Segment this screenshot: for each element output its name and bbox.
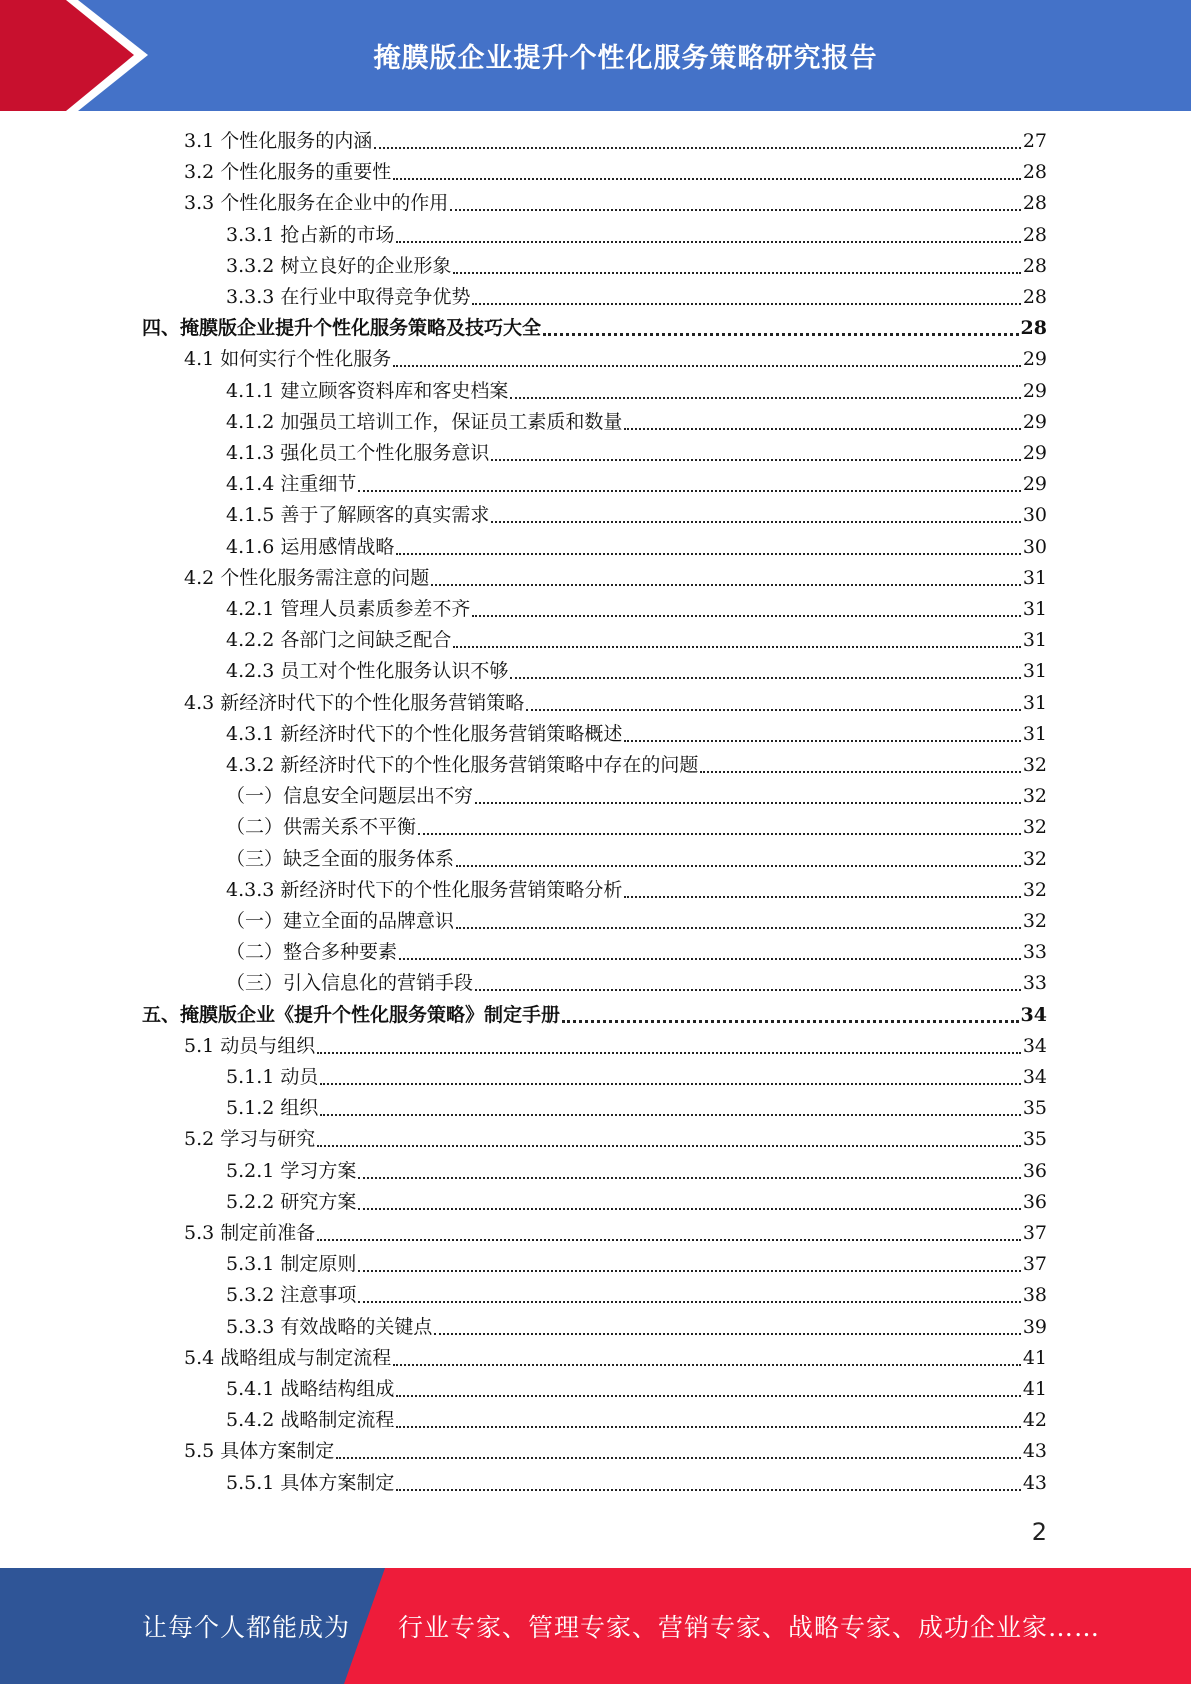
toc-entry[interactable]	[226, 438, 1047, 469]
toc-entry[interactable]	[226, 937, 1047, 968]
toc-entry-number: 5.1.2	[226, 1097, 275, 1120]
toc-entry-label: 注重细节	[280, 473, 357, 496]
toc-entry[interactable]	[226, 875, 1047, 906]
toc-entry[interactable]	[184, 563, 1047, 594]
toc-entry-number: 5.4	[184, 1346, 215, 1369]
toc-entry-number: 5.3	[184, 1222, 215, 1244]
toc-entry-page: 32	[1022, 754, 1047, 776]
toc-entry-number: 5.2.1	[226, 1159, 275, 1182]
toc-entry[interactable]	[226, 1405, 1047, 1436]
toc-entry-number: 4.2.3	[226, 660, 275, 683]
toc-dot-leader	[624, 740, 1020, 742]
toc-dot-leader	[336, 1457, 1021, 1459]
toc-entry-number: 4.1.6	[226, 535, 275, 558]
toc-entry-number: 4.1.3	[226, 442, 275, 464]
toc-entry-number: 4.3.1	[226, 722, 275, 745]
toc-entry-label: 战略结构组成	[280, 1378, 395, 1400]
toc-entry-number: 5.2	[184, 1128, 215, 1151]
toc-entry[interactable]	[226, 500, 1047, 531]
toc-dot-leader	[510, 397, 1020, 399]
toc-entry-label: （三）缺乏全面的服务体系	[226, 847, 455, 870]
toc-entry[interactable]	[226, 906, 1047, 937]
toc-entry[interactable]	[184, 688, 1047, 719]
toc-entry-number: 5.5	[184, 1440, 215, 1463]
toc-entry[interactable]	[226, 781, 1047, 812]
header-title: 掩膜版企业提升个性化服务策略研究报告	[373, 43, 878, 74]
toc-entry-number: 5.1	[184, 1034, 215, 1057]
toc-entry[interactable]	[142, 1000, 1047, 1031]
toc-entry-page: 33	[1022, 972, 1047, 995]
toc-entry-number: 5.4.2	[226, 1409, 275, 1432]
toc-dot-leader	[317, 1145, 1021, 1147]
toc-dot-leader	[393, 365, 1021, 367]
toc-entry-number: 4.3.3	[226, 878, 275, 901]
toc-dot-leader	[624, 428, 1020, 430]
toc-dot-leader	[358, 1177, 1020, 1179]
header-arrow-icon	[0, 0, 160, 111]
toc-entry[interactable]	[226, 1374, 1047, 1405]
toc-entry[interactable]	[226, 376, 1047, 407]
toc-entry-label: 善于了解顾客的真实需求	[280, 504, 490, 527]
toc-entry-page: 29	[1022, 348, 1047, 371]
toc-entry-number: 4.1.2	[226, 410, 275, 433]
toc-entry-page: 35	[1022, 1128, 1047, 1151]
toc-entry-number: 3.2	[184, 161, 215, 184]
toc-entry-number: 4.3.2	[226, 754, 275, 776]
toc-entry-page: 32	[1022, 785, 1047, 808]
toc-entry-label: 个性化服务在企业中的作用	[220, 192, 449, 215]
toc-dot-leader	[491, 521, 1020, 523]
toc-entry-page: 28	[1022, 286, 1047, 308]
toc-dot-leader	[396, 1426, 1020, 1428]
toc-entry-number: 3.3.3	[226, 286, 275, 308]
toc-entry-page: 31	[1022, 660, 1047, 683]
toc-entry-label: 具体方案制定	[220, 1440, 335, 1463]
toc-dot-leader	[624, 896, 1020, 898]
toc-entry-page: 27	[1022, 130, 1047, 152]
toc-dot-leader	[396, 241, 1020, 243]
toc-entry-number: 3.3.1	[226, 223, 275, 246]
toc-entry-label: （二）整合多种要素	[226, 941, 398, 964]
toc-dot-leader	[453, 272, 1020, 274]
toc-entry-page: 35	[1022, 1097, 1047, 1120]
toc-entry-label: 具体方案制定	[280, 1471, 395, 1494]
toc-entry[interactable]	[184, 344, 1047, 375]
toc-entry-label: 有效战略的关键点	[280, 1315, 433, 1338]
toc-entry[interactable]	[226, 251, 1047, 282]
toc-dot-leader	[456, 865, 1021, 867]
toc-entry-number: 3.3.2	[226, 254, 275, 277]
page-number: 2	[1031, 1518, 1047, 1546]
toc-entry-label: 战略组成与制定流程	[220, 1346, 392, 1369]
toc-entry-label: 各部门之间缺乏配合	[280, 629, 452, 652]
toc-entry-label: （三）引入信息化的营销手段	[226, 972, 474, 995]
toc-entry[interactable]	[226, 1249, 1047, 1280]
toc-entry[interactable]	[226, 1156, 1047, 1187]
toc-entry[interactable]	[226, 844, 1047, 875]
toc-entry-number: 5.3.3	[226, 1315, 275, 1338]
toc-entry-label: 动员	[280, 1066, 319, 1088]
toc-entry[interactable]	[226, 719, 1047, 750]
toc-entry-label: 树立良好的企业形象	[280, 254, 452, 277]
toc-entry-page: 30	[1022, 535, 1047, 558]
toc-entry-label: 新经济时代下的个性化服务营销策略概述	[280, 722, 623, 745]
toc-entry-number: 5.2.2	[226, 1190, 275, 1213]
toc-entry-label: 新经济时代下的个性化服务营销策略中存在的问题	[280, 754, 699, 776]
toc-entry-page: 32	[1022, 878, 1047, 901]
toc-dot-leader	[320, 1083, 1020, 1085]
toc-entry-page: 42	[1022, 1409, 1047, 1432]
toc-entry-number: 5.1.1	[226, 1066, 275, 1088]
toc-dot-leader	[374, 147, 1021, 149]
toc-entry-label: 新经济时代下的个性化服务营销策略分析	[280, 878, 623, 901]
toc-dot-leader	[358, 1208, 1020, 1210]
toc-entry-label: 加强员工培训工作，保证员工素质和数量	[280, 410, 623, 433]
toc-entry-number: 5.4.1	[226, 1378, 275, 1400]
toc-entry[interactable]	[184, 188, 1047, 219]
page-footer	[0, 1568, 1191, 1684]
toc-dot-leader	[491, 459, 1020, 461]
toc-dot-leader	[393, 178, 1021, 180]
toc-entry-number: 4.2.1	[226, 598, 275, 620]
toc-entry-label: 组织	[280, 1097, 319, 1120]
toc-dot-leader	[475, 989, 1021, 991]
toc-entry-label: 五、掩膜版企业《提升个性化服务策略》制定手册	[142, 1003, 561, 1026]
toc-entry-label: 注意事项	[280, 1284, 357, 1307]
toc-dot-leader	[399, 958, 1021, 960]
toc-dot-leader	[358, 490, 1020, 492]
toc-entry-label: 个性化服务需注意的问题	[220, 566, 430, 589]
toc-entry[interactable]	[184, 126, 1047, 157]
toc-entry-number: 3.1	[184, 130, 215, 152]
toc-entry-number: 4.1.5	[226, 504, 275, 527]
toc-entry[interactable]	[184, 1031, 1047, 1062]
toc-entry-page: 36	[1022, 1159, 1047, 1182]
toc-entry-page: 38	[1022, 1284, 1047, 1307]
toc-entry-page: 29	[1022, 410, 1047, 433]
toc-entry[interactable]	[226, 750, 1047, 781]
toc-entry-page: 36	[1022, 1190, 1047, 1213]
toc-entry-page: 31	[1022, 566, 1047, 589]
toc-entry-page: 43	[1022, 1440, 1047, 1463]
toc-entry-label: 员工对个性化服务认识不够	[280, 660, 509, 683]
toc-entry-page: 32	[1022, 847, 1047, 870]
toc-entry[interactable]	[226, 968, 1047, 999]
toc-entry[interactable]	[226, 407, 1047, 438]
toc-entry-number: 4.3	[184, 691, 215, 714]
toc-entry-label: 在行业中取得竞争优势	[280, 286, 471, 308]
toc-entry-label: 动员与组织	[220, 1034, 316, 1057]
toc-entry[interactable]	[226, 532, 1047, 563]
toc-entry[interactable]	[226, 812, 1047, 843]
toc-entry-page: 41	[1022, 1346, 1047, 1369]
toc-entry-label: 管理人员素质参差不齐	[280, 598, 471, 620]
toc-entry-page: 41	[1022, 1378, 1047, 1400]
toc-entry-page: 28	[1022, 161, 1047, 184]
toc-dot-leader	[526, 709, 1021, 711]
toc-entry-label: （一）信息安全问题层出不穷	[226, 785, 474, 808]
toc-entry[interactable]	[226, 1062, 1047, 1093]
toc-dot-leader	[434, 1333, 1020, 1335]
toc-dot-leader	[317, 1052, 1021, 1054]
toc-entry-page: 33	[1022, 941, 1047, 964]
toc-entry[interactable]	[184, 1343, 1047, 1374]
toc-entry-label: 个性化服务的重要性	[220, 161, 392, 184]
toc-entry-page: 39	[1022, 1315, 1047, 1338]
toc-entry-label: 建立顾客资料库和客史档案	[280, 379, 509, 402]
toc-dot-leader	[393, 1364, 1021, 1366]
toc-dot-leader	[543, 333, 1019, 336]
toc-entry-page: 29	[1022, 473, 1047, 496]
toc-entry-page: 29	[1022, 379, 1047, 402]
toc-entry-number: 3.3	[184, 192, 215, 215]
toc-entry[interactable]	[226, 625, 1047, 656]
toc-dot-leader	[396, 553, 1020, 555]
toc-entry[interactable]	[226, 1093, 1047, 1124]
toc-entry[interactable]	[226, 1187, 1047, 1218]
toc-entry-number: 4.1.1	[226, 379, 275, 402]
toc-entry-page: 31	[1022, 691, 1047, 714]
toc-entry[interactable]	[226, 1312, 1047, 1343]
toc-entry-label: 运用感情战略	[280, 535, 395, 558]
toc-entry-label: 战略制定流程	[280, 1409, 395, 1432]
toc-entry-page: 30	[1022, 504, 1047, 527]
toc-entry-page: 32	[1022, 910, 1047, 932]
toc-entry-page: 28	[1022, 254, 1047, 277]
toc-dot-leader	[472, 303, 1020, 305]
toc-entry-label: 学习方案	[280, 1159, 357, 1182]
toc-entry-label: 制定前准备	[220, 1222, 316, 1244]
toc-entry-label: 抢占新的市场	[280, 223, 395, 246]
toc-dot-leader	[450, 209, 1021, 211]
toc-dot-leader	[456, 927, 1021, 929]
toc-entry-number: 4.2.2	[226, 629, 275, 652]
toc-dot-leader	[510, 677, 1020, 679]
toc-entry[interactable]	[184, 1124, 1047, 1155]
toc-entry[interactable]	[226, 1468, 1047, 1499]
toc-entry-label: 学习与研究	[220, 1128, 316, 1151]
toc-entry-label: 强化员工个性化服务意识	[280, 442, 490, 464]
toc-entry-page: 37	[1022, 1222, 1047, 1244]
toc-entry[interactable]	[184, 1436, 1047, 1467]
toc-entry-page: 28	[1020, 317, 1047, 340]
toc-dot-leader	[472, 615, 1020, 617]
toc-entry-page: 37	[1022, 1253, 1047, 1276]
toc-entry-label: 制定原则	[280, 1253, 357, 1276]
toc-dot-leader	[396, 1489, 1020, 1491]
toc-dot-leader	[700, 771, 1020, 773]
toc-entry-page: 34	[1020, 1003, 1047, 1026]
toc-entry-label: 研究方案	[280, 1190, 357, 1213]
toc-entry[interactable]	[226, 1280, 1047, 1311]
toc-entry-page: 34	[1022, 1034, 1047, 1057]
toc-entry-number: 5.5.1	[226, 1471, 275, 1494]
toc-dot-leader	[453, 646, 1020, 648]
toc-entry-page: 31	[1022, 629, 1047, 652]
toc-dot-leader	[562, 1020, 1019, 1023]
toc-dot-leader	[317, 1239, 1021, 1241]
toc-entry[interactable]	[226, 469, 1047, 500]
toc-entry-number: 4.1	[184, 348, 215, 371]
toc-dot-leader	[431, 584, 1021, 586]
toc-entry-page: 34	[1022, 1066, 1047, 1088]
toc-entry[interactable]	[226, 282, 1047, 313]
toc-entry-page: 28	[1022, 223, 1047, 246]
toc-entry-label: 四、掩膜版企业提升个性化服务策略及技巧大全	[142, 317, 542, 340]
toc-entry-number: 5.3.2	[226, 1284, 275, 1307]
toc-entry[interactable]	[226, 656, 1047, 687]
toc-entry[interactable]	[184, 157, 1047, 188]
toc-entry-page: 28	[1022, 192, 1047, 215]
toc-dot-leader	[358, 1301, 1020, 1303]
toc-entry-label: （二）供需关系不平衡	[226, 816, 417, 839]
toc-entry-page: 31	[1022, 598, 1047, 620]
toc-entry-number: 4.1.4	[226, 473, 275, 496]
toc-entry-label: 如何实行个性化服务	[220, 348, 392, 371]
toc-entry-page: 31	[1022, 722, 1047, 745]
footer-slogan-left: 让每个人都能成为	[142, 1613, 351, 1642]
page-header	[0, 0, 1191, 111]
toc-entry-page: 43	[1022, 1471, 1047, 1494]
toc-entry-label: 个性化服务的内涵	[220, 130, 373, 152]
toc-dot-leader	[418, 833, 1021, 835]
toc-dot-leader	[475, 802, 1021, 804]
toc-dot-leader	[396, 1395, 1020, 1397]
toc-entry-page: 32	[1022, 816, 1047, 839]
toc-entry[interactable]	[184, 1218, 1047, 1249]
toc-entry[interactable]	[226, 220, 1047, 251]
toc-entry-page: 29	[1022, 442, 1047, 464]
toc-entry[interactable]	[142, 313, 1047, 344]
toc-dot-leader	[320, 1114, 1020, 1116]
toc-entry[interactable]	[226, 594, 1047, 625]
toc-entry-number: 4.2	[184, 566, 215, 589]
toc-dot-leader	[358, 1270, 1020, 1272]
toc-entry-label: 新经济时代下的个性化服务营销策略	[220, 691, 525, 714]
footer-slogan-right: 行业专家、管理专家、营销专家、战略专家、成功企业家……	[398, 1613, 1101, 1642]
toc-entry-number: 5.3.1	[226, 1253, 275, 1276]
toc-entry-label: （一）建立全面的品牌意识	[226, 910, 455, 932]
